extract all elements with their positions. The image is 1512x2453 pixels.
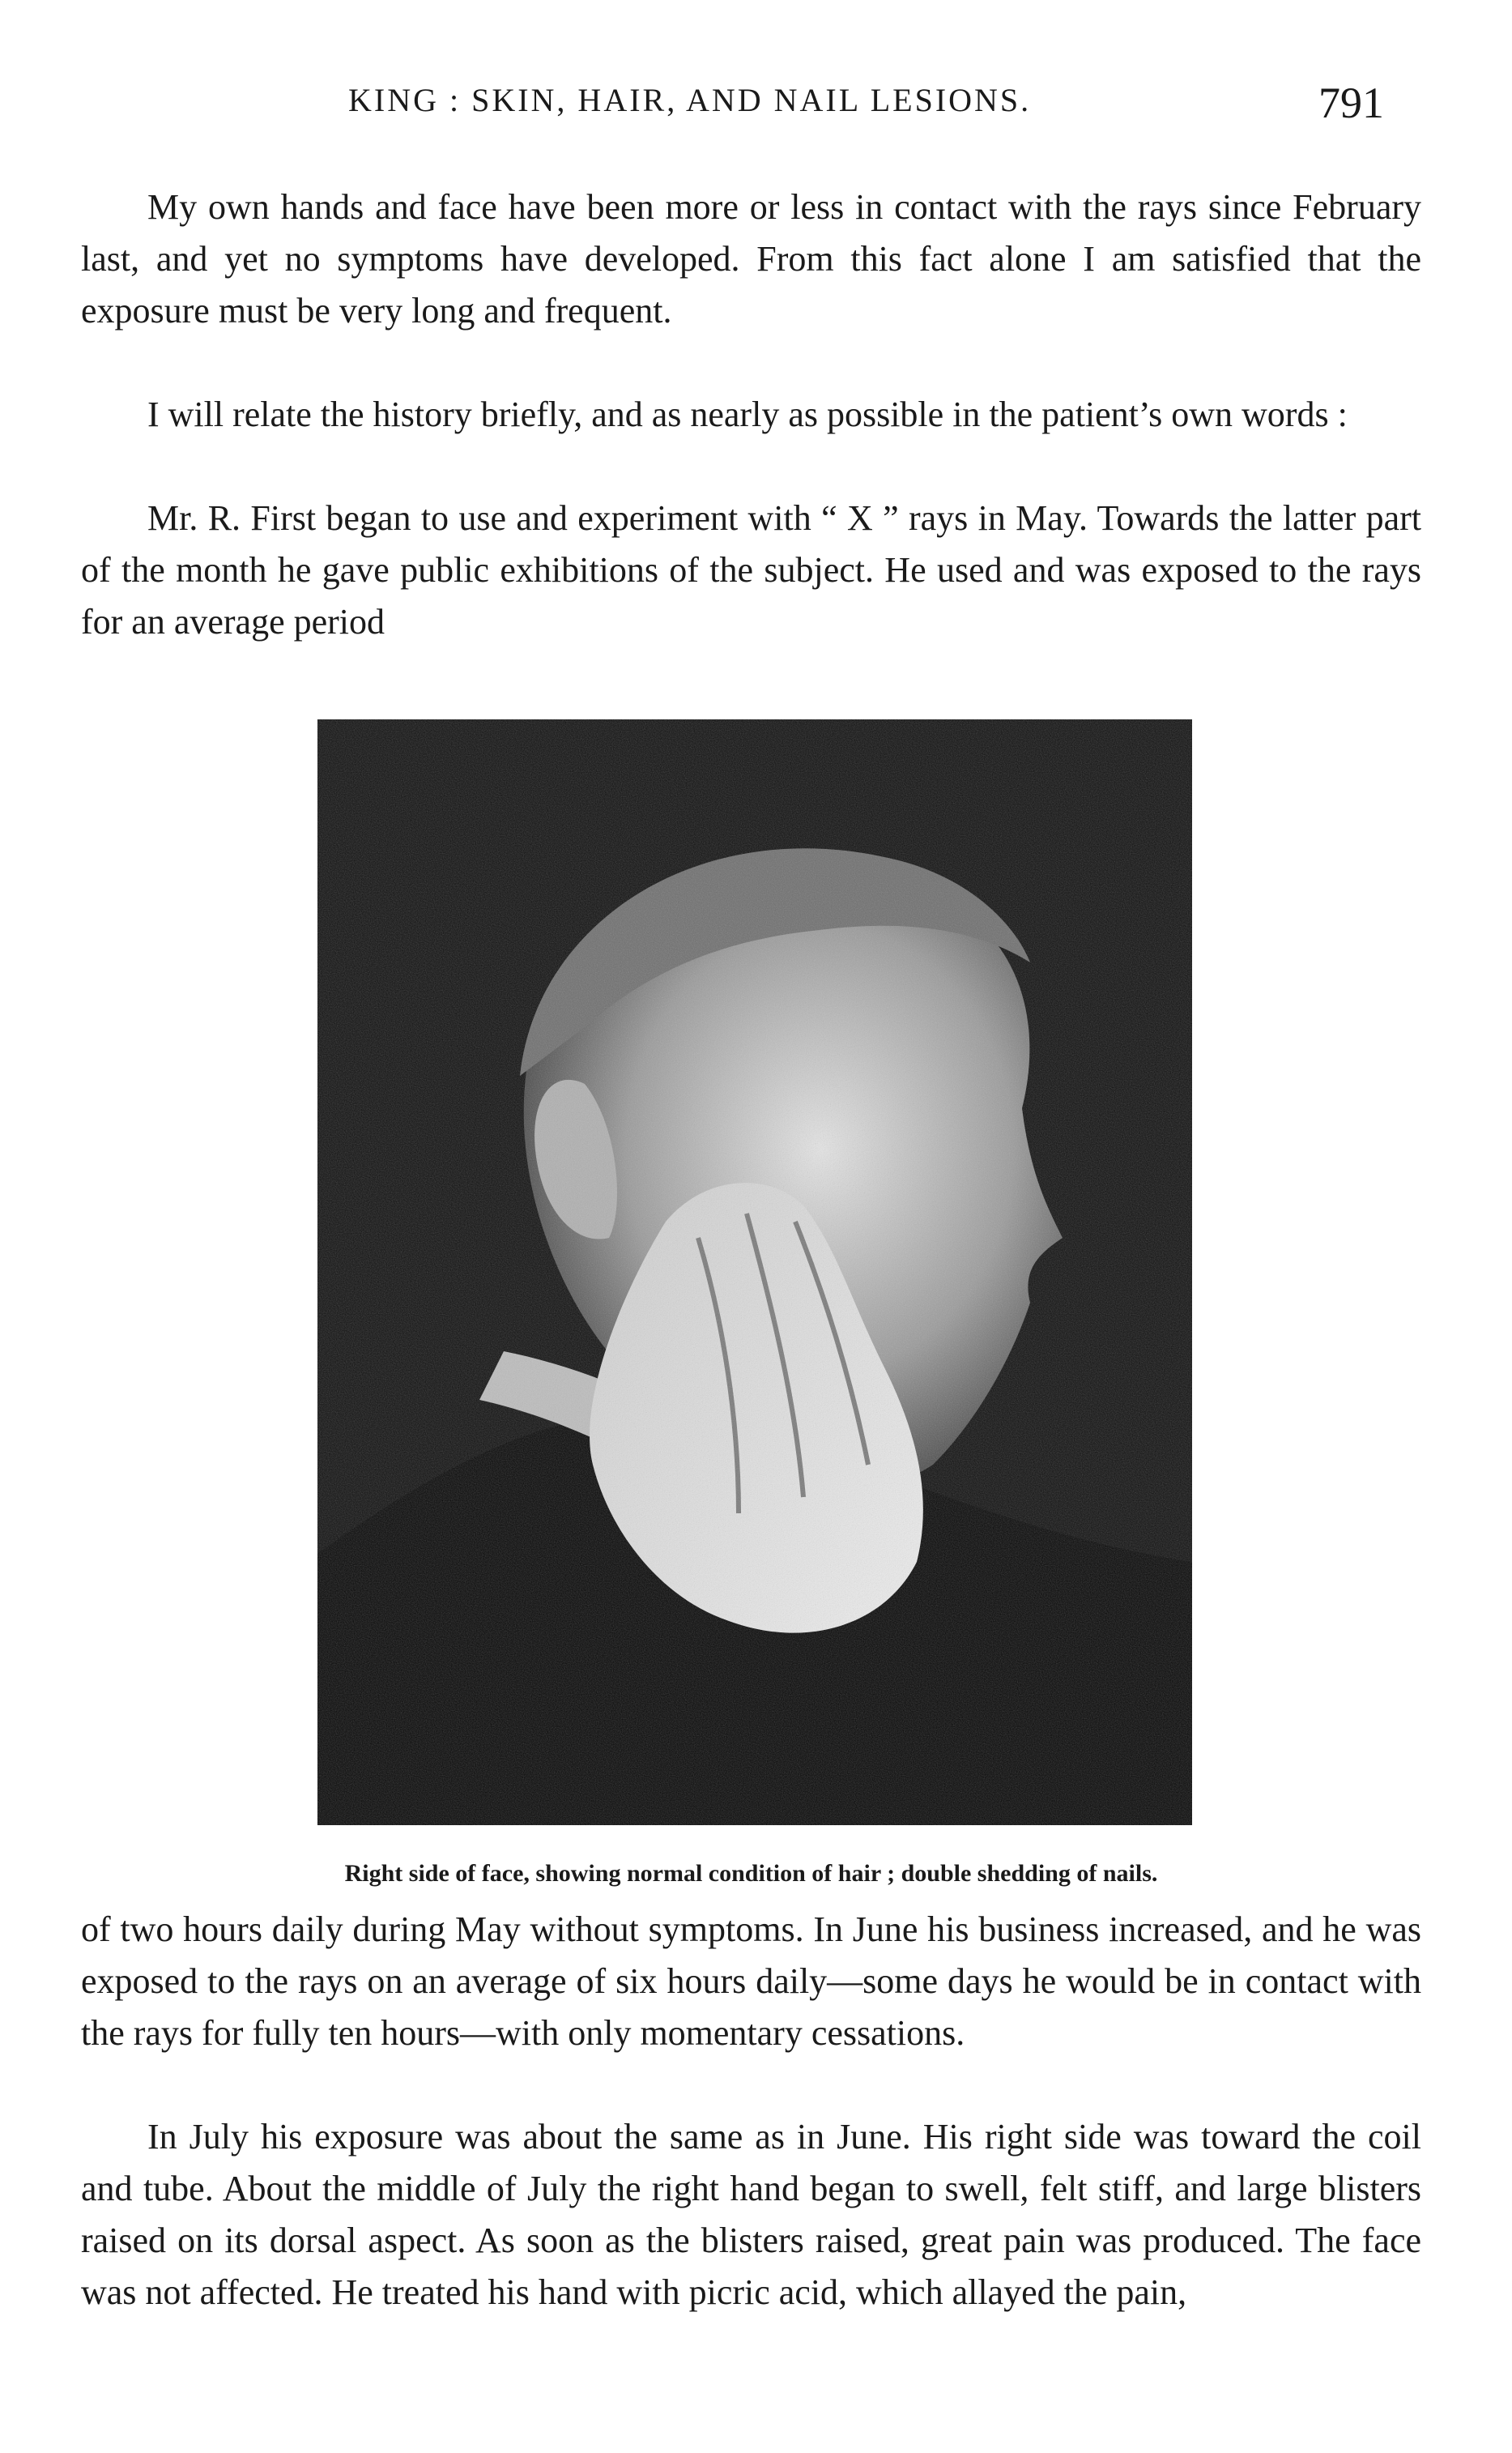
paragraph: My own hands and face have been more or less in contact with the rays since February last, and yet no symptoms have developed. From this fact alone I am satisfied that the exposure must be very long and frequent. [81,187,1421,331]
paragraph: I will relate the history briefly, and as nearly as possible in the patient’s own words : [147,395,1348,434]
paragraph: In July his exposure was about the same as in June. His right side was toward the coil and tube. About the middle of July the right hand began to swell, felt stiff, and large blisters raised on its dorsal aspect. As soon as the blisters raised, great pain was produced. The face was not affected. He treated his hand with picric acid, which allayed the pain, [81,2117,1421,2312]
page-number: 791 [1318,79,1384,127]
paragraph: of two hours daily during May without symptoms. In June his business increased, and he was exposed to the rays on an average of six hours daily—some days he would be in contact with the rays for fully ten hours—with only momentary cessations. [81,1909,1421,2053]
running-title: KING : SKIN, HAIR, AND NAIL LESIONS. [348,82,1032,118]
paragraph: Mr. R. First began to use and experiment with “ X ” rays in May. Towards the latter part of the month he gave public exhibitions of the subject. He used and was exposed to the rays for an average period [81,498,1421,642]
portrait-illustration [317,719,1192,1825]
figure-caption: Right side of face, showing normal condition of hair ; double shedding of nails. [344,1860,1158,1887]
figure-photograph [317,719,1192,1825]
